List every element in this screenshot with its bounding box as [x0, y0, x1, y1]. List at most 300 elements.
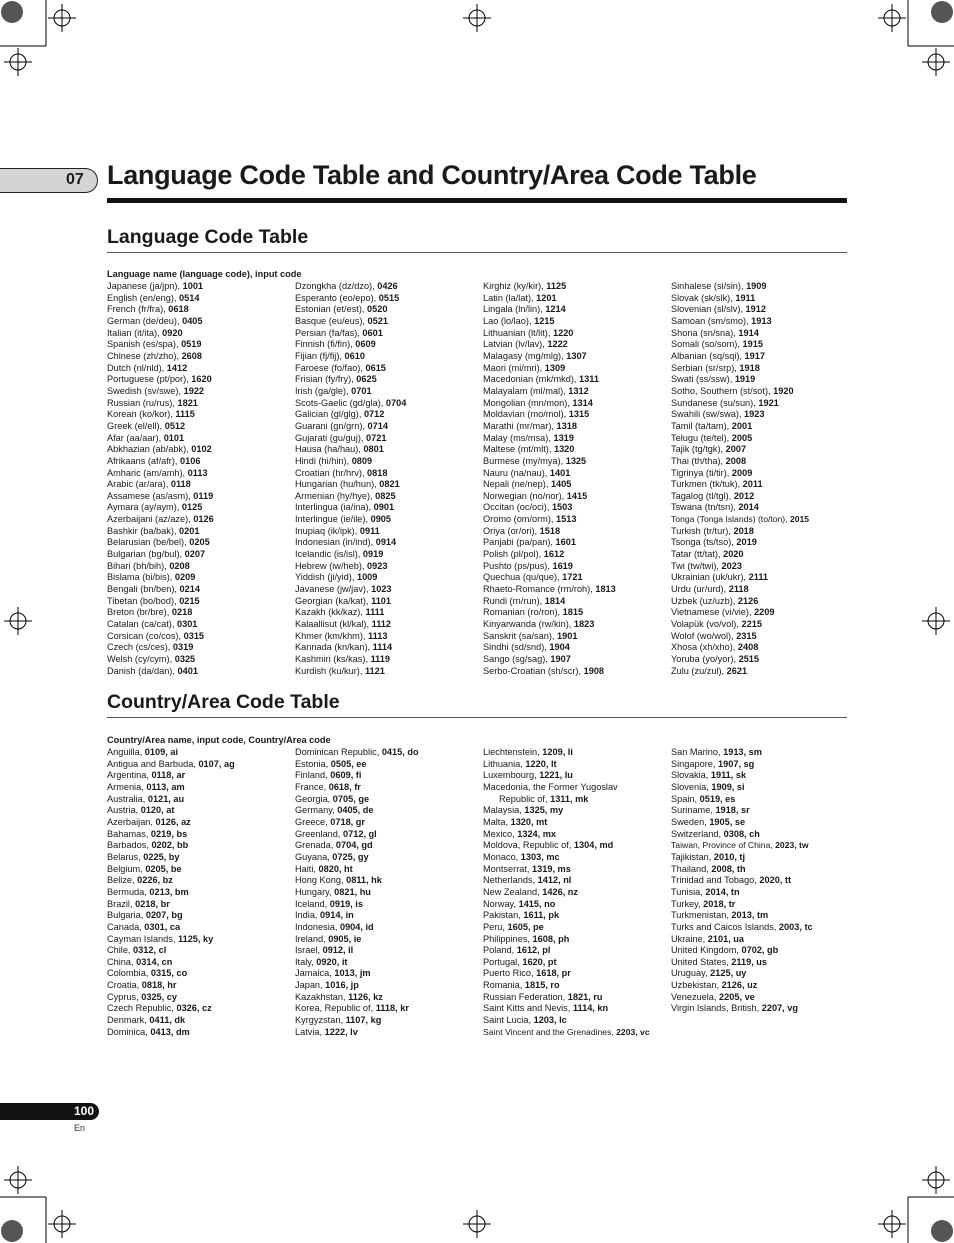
- table-entry: [671, 596, 856, 608]
- entry-name: Russian Federation,: [483, 991, 568, 1002]
- table-entry: [671, 293, 856, 305]
- table-entry: [295, 922, 480, 934]
- entry-name: Samoan (sm/smo),: [671, 315, 752, 326]
- entry-name: Canada,: [107, 921, 145, 932]
- table-entry: [483, 502, 668, 514]
- entry-name: Kinyarwanda (rw/kin),: [483, 619, 574, 630]
- entry-code: 0725, gy: [332, 851, 369, 862]
- table-entry: [671, 561, 856, 573]
- table-entry: [671, 398, 856, 410]
- table-entry: [107, 654, 292, 666]
- entry-code: 1917: [744, 350, 765, 361]
- table-entry: [107, 398, 292, 410]
- table-entry: [483, 805, 668, 817]
- entry-code: 1221, lu: [539, 770, 573, 781]
- entry-code: 1907, sg: [718, 758, 755, 769]
- entry-code: 1220: [552, 327, 574, 338]
- entry-code: 1913, sm: [723, 747, 762, 757]
- entry-code: 1913: [751, 315, 772, 326]
- entry-code: 1608, ph: [532, 933, 570, 944]
- entry-code: 0920: [162, 327, 183, 338]
- table-entry: [671, 631, 856, 643]
- entry-code: 0118: [170, 479, 191, 490]
- entry-name: Welsh (cy/cym),: [107, 654, 175, 664]
- entry-name: Chinese (zh/zho),: [107, 350, 182, 361]
- entry-name: Sundanese (su/sun),: [671, 397, 759, 408]
- entry-name: Greece,: [295, 816, 331, 827]
- entry-code: 2005: [731, 432, 753, 443]
- entry-code: 1203, lc: [533, 1015, 567, 1026]
- table-entry: [107, 386, 292, 398]
- entry-name: Yoruba (yo/yor),: [671, 654, 739, 664]
- entry-name: Moldavian (mo/mol),: [483, 409, 569, 420]
- table-entry: [295, 293, 480, 305]
- entry-code: 0901: [373, 502, 395, 513]
- entry-code: 2203, vc: [616, 1026, 650, 1037]
- entry-name: Hungary,: [295, 886, 335, 897]
- entry-name: Kannada (kn/kan),: [295, 642, 373, 653]
- entry-code: 2020: [723, 549, 744, 560]
- entry-code: 1620: [191, 374, 212, 385]
- entry-name: Abkhazian (ab/abk),: [107, 444, 192, 455]
- entry-code: 1907: [550, 654, 571, 664]
- table-entry: [107, 899, 292, 911]
- entry-name: Latin (la/lat),: [483, 292, 537, 303]
- table-entry: [671, 316, 856, 328]
- table-entry: [295, 549, 480, 561]
- entry-name: Estonian (et/est),: [295, 304, 368, 315]
- entry-code: 1101: [371, 595, 392, 606]
- entry-code: 1909: [746, 281, 767, 291]
- entry-code: 1611, pk: [523, 910, 560, 921]
- entry-code: 0106: [180, 455, 201, 466]
- entry-code: 1222: [547, 339, 568, 350]
- entry-name: Norway,: [483, 898, 519, 909]
- entry-name: Persian (fa/fas),: [295, 327, 363, 338]
- table-entry: [671, 875, 856, 887]
- table-entry: [483, 584, 668, 596]
- entry-name: Indonesia,: [295, 921, 340, 932]
- entry-name: Liechtenstein,: [483, 747, 543, 757]
- entry-code: 0125: [181, 502, 203, 513]
- entry-code: 1201: [536, 292, 557, 303]
- entry-code: 1909, si: [711, 781, 745, 792]
- entry-code: 1612: [543, 549, 565, 560]
- table-entry: [295, 829, 480, 841]
- entry-name: Aymara (ay/aym),: [107, 502, 182, 513]
- entry-code: 0207, bg: [145, 910, 183, 921]
- entry-name: Polish (pl/pol),: [483, 549, 544, 560]
- table-entry: [107, 374, 292, 386]
- entry-name: Dutch (nl/nld),: [107, 362, 167, 373]
- table-entry: [483, 456, 668, 468]
- table-entry: [483, 910, 668, 922]
- table-entry: [671, 805, 856, 817]
- entry-name: Macedonia, the Former Yugoslav: [483, 781, 618, 792]
- entry-name: Czech (cs/ces),: [107, 642, 173, 653]
- entry-name: Greek (el/ell),: [107, 420, 165, 431]
- entry-name: Bihari (bh/bih),: [107, 560, 170, 571]
- table-entry: [107, 502, 292, 514]
- entry-name: Javanese (jw/jav),: [295, 584, 372, 595]
- entry-name: Indonesian (in/ind),: [295, 537, 376, 548]
- entry-name: Serbian (sr/srp),: [671, 362, 740, 373]
- entry-code: 0205, be: [145, 863, 182, 874]
- entry-name: Portugal,: [483, 956, 523, 967]
- entry-name: Guyana,: [295, 851, 333, 862]
- entry-code: 2205, ve: [719, 991, 755, 1002]
- entry-name: Kazakhstan,: [295, 991, 349, 1002]
- entry-code: 0712, gl: [343, 828, 377, 839]
- entry-code: 2008: [725, 455, 747, 466]
- table-entry: [295, 666, 480, 678]
- table-entry: [107, 526, 292, 538]
- entry-name: Turkey,: [671, 898, 704, 909]
- table-entry: [295, 945, 480, 957]
- entry-code: 0718, gr: [330, 816, 365, 827]
- entry-code: 1215: [534, 315, 555, 326]
- entry-name: Ukrainian (uk/ukr),: [671, 572, 749, 583]
- table-entry: [295, 304, 480, 316]
- table-entry: [483, 316, 668, 328]
- entry-code: 0825: [375, 490, 396, 501]
- entry-name: Sotho, Southern (st/sot),: [671, 385, 774, 396]
- table-entry: [671, 934, 856, 946]
- entry-code: 1908: [583, 665, 605, 676]
- entry-code: 1325, my: [524, 805, 564, 816]
- entry-name: Romanian (ro/ron),: [483, 607, 563, 618]
- entry-name: Fijian (fj/fij),: [295, 350, 345, 361]
- entry-name: Estonia,: [295, 758, 331, 769]
- table-entry: [295, 759, 480, 771]
- table-entry: [483, 968, 668, 980]
- entry-code: 0119: [193, 490, 214, 501]
- entry-name: Republic of,: [499, 793, 551, 804]
- entry-name: Anguilla,: [107, 747, 145, 757]
- entry-name: France,: [295, 781, 329, 792]
- entry-code: 0919: [362, 549, 384, 560]
- table-entry: [295, 561, 480, 573]
- entry-name: Frisian (fy/fry),: [295, 374, 357, 385]
- entry-code: 0215: [179, 595, 200, 606]
- table-entry: [107, 992, 292, 1004]
- entry-name: Jamaica,: [295, 968, 335, 979]
- entry-name: Assamese (as/asm),: [107, 490, 194, 501]
- entry-code: 0515: [378, 292, 400, 303]
- entry-name: Belize,: [107, 875, 138, 886]
- entry-name: Tajik (tg/tgk),: [671, 444, 726, 455]
- entry-name: Poland,: [483, 945, 517, 956]
- entry-code: 0413, dm: [150, 1026, 190, 1037]
- entry-code: 1311: [579, 374, 599, 385]
- table-entry: [671, 666, 856, 678]
- entry-code: 0818: [367, 467, 388, 478]
- entry-code: 0601: [362, 327, 383, 338]
- table-entry: [107, 666, 292, 678]
- table-entry: [483, 549, 668, 561]
- entry-name: German (de/deu),: [107, 315, 183, 326]
- entry-name: Georgian (ka/kat),: [295, 595, 372, 606]
- table-entry: [671, 852, 856, 864]
- entry-name: Lithuania,: [483, 758, 526, 769]
- entry-code: 0301: [176, 619, 198, 630]
- table-entry: [483, 747, 668, 759]
- entry-name: Bislama (bi/bis),: [107, 572, 175, 583]
- entry-code: 1016, jp: [325, 980, 359, 991]
- entry-code: 1721: [562, 572, 583, 583]
- table-entry: [671, 491, 856, 503]
- table-entry: [483, 852, 668, 864]
- entry-code: 0208: [169, 560, 190, 571]
- country-column-2: [295, 747, 480, 1038]
- entry-code: 1518: [539, 525, 561, 536]
- table-entry: [483, 444, 668, 456]
- entry-name: Georgia,: [295, 793, 333, 804]
- table-entry: [295, 526, 480, 538]
- entry-code: 1112: [371, 619, 392, 630]
- entry-name: Montserrat,: [483, 863, 533, 874]
- entry-name: Slovak (sk/slk),: [671, 292, 736, 303]
- entry-name: Uzbekistan,: [671, 980, 722, 991]
- entry-code: 0207: [184, 549, 206, 560]
- entry-name: Belgium,: [107, 863, 146, 874]
- entry-name: Malay (ms/msa),: [483, 432, 554, 443]
- entry-code: 1920: [773, 385, 794, 396]
- entry-name: Serbo-Croatian (sh/scr),: [483, 665, 584, 676]
- table-entry: [107, 363, 292, 375]
- entry-code: 2118: [728, 584, 749, 595]
- table-entry: [483, 980, 668, 992]
- entry-code: 0109, ai: [144, 747, 179, 757]
- entry-name: Italian (it/ita),: [107, 327, 163, 338]
- entry-code: 1315: [568, 409, 590, 420]
- table-entry: [671, 782, 856, 794]
- table-entry: [671, 456, 856, 468]
- entry-code: 1426, nz: [542, 886, 578, 897]
- entry-code: 0314, cn: [136, 956, 173, 967]
- entry-code: 2010, tj: [713, 851, 746, 862]
- entry-code: 0514: [179, 292, 200, 303]
- entry-code: 0809: [351, 455, 373, 466]
- entry-code: 0202, bb: [151, 840, 189, 851]
- entry-name: Japanese (ja/jpn),: [107, 281, 183, 291]
- table-entry: [671, 642, 856, 654]
- entry-code: 0315, co: [150, 968, 188, 979]
- entry-name: Sweden,: [671, 816, 710, 827]
- entry-code: 1513: [556, 514, 577, 525]
- entry-code: 0904, id: [339, 921, 374, 932]
- table-entry: [483, 934, 668, 946]
- table-entry: [107, 351, 292, 363]
- table-entry: [295, 491, 480, 503]
- table-entry: [483, 514, 668, 526]
- entry-name: Ukraine,: [671, 933, 708, 944]
- entry-name: Swati (ss/ssw),: [671, 374, 735, 385]
- entry-code: 0615: [365, 362, 386, 373]
- entry-code: 1905, se: [709, 816, 746, 827]
- entry-code: 1304, md: [573, 840, 614, 851]
- table-entry: [107, 514, 292, 526]
- entry-code: 2009: [731, 467, 753, 478]
- language-col-heading: Language name (language code), input code: [107, 269, 302, 279]
- table-entry: [671, 374, 856, 386]
- table-entry: [671, 840, 856, 852]
- table-entry: [671, 537, 856, 549]
- table-entry: [295, 1027, 480, 1039]
- table-entry: [295, 852, 480, 864]
- table-entry: [107, 631, 292, 643]
- table-entry: [107, 829, 292, 841]
- table-entry: [483, 945, 668, 957]
- entry-code: 1220, lt: [525, 758, 557, 769]
- page-number: 100: [74, 1104, 95, 1118]
- entry-name: Kalaallisut (kl/kal),: [295, 619, 372, 630]
- table-entry: [483, 1027, 668, 1039]
- entry-name: Haiti,: [295, 863, 319, 874]
- entry-name: Bahamas,: [107, 828, 151, 839]
- entry-name: Turks and Caicos Islands,: [671, 921, 779, 932]
- table-entry: [107, 293, 292, 305]
- entry-name: Sango (sg/sag),: [483, 654, 551, 664]
- table-entry: [107, 922, 292, 934]
- entry-name: Panjabi (pa/pan),: [483, 537, 556, 548]
- table-entry: [107, 1015, 292, 1027]
- table-entry: [107, 549, 292, 561]
- entry-name: United Kingdom,: [671, 945, 742, 956]
- table-entry: [483, 642, 668, 654]
- entry-code: 1415: [566, 490, 588, 501]
- entry-code: 1601: [555, 537, 576, 548]
- entry-name: Catalan (ca/cat),: [107, 619, 177, 630]
- entry-code: 1009: [356, 572, 378, 583]
- table-entry: [295, 514, 480, 526]
- entry-name: Luxembourg,: [483, 770, 540, 781]
- table-entry: [483, 572, 668, 584]
- entry-name: Czech Republic,: [107, 1003, 177, 1014]
- table-entry: [295, 316, 480, 328]
- table-entry: [671, 887, 856, 899]
- table-entry: [295, 910, 480, 922]
- entry-code: 0405: [182, 315, 203, 326]
- entry-code: 2019: [736, 537, 757, 548]
- entry-code: 0218: [171, 607, 193, 618]
- language-column-4: [671, 281, 856, 677]
- page-title: Language Code Table and Country/Area Code Table: [107, 160, 757, 190]
- table-entry: [295, 642, 480, 654]
- entry-code: 0519: [181, 339, 202, 350]
- entry-name: Pakistan,: [483, 910, 524, 921]
- table-entry: [295, 619, 480, 631]
- entry-name: Saint Vincent and the Grenadines,: [483, 1026, 617, 1037]
- entry-code: 0818, hr: [141, 980, 177, 991]
- table-entry: [483, 899, 668, 911]
- entry-code: 2408: [737, 642, 759, 653]
- entry-code: 2608: [181, 350, 203, 361]
- table-entry: [483, 817, 668, 829]
- entry-code: 0325: [174, 654, 196, 664]
- entry-code: 0312, cl: [133, 945, 167, 956]
- table-entry: [107, 782, 292, 794]
- entry-name: Moldova, Republic of,: [483, 840, 574, 851]
- entry-code: 0714: [367, 420, 388, 431]
- table-entry: [483, 479, 668, 491]
- table-entry: [107, 479, 292, 491]
- table-entry: [295, 782, 480, 794]
- table-entry: [671, 444, 856, 456]
- entry-name: Tsonga (ts/tso),: [671, 537, 737, 548]
- table-entry: [671, 468, 856, 480]
- entry-name: Philippines,: [483, 933, 533, 944]
- entry-name: Bulgarian (bg/bul),: [107, 549, 185, 560]
- table-entry: [671, 992, 856, 1004]
- table-entry: [107, 316, 292, 328]
- entry-name: Hong Kong,: [295, 875, 347, 886]
- table-entry: [295, 805, 480, 817]
- entry-name: India,: [295, 910, 321, 921]
- entry-name: Austria,: [107, 805, 141, 816]
- entry-code: 0315: [183, 630, 205, 641]
- table-entry: [671, 770, 856, 782]
- table-entry: [671, 829, 856, 841]
- table-entry: [671, 409, 856, 421]
- entry-name: Netherlands,: [483, 875, 538, 886]
- entry-code: 1915: [742, 339, 763, 350]
- entry-name: Swedish (sv/swe),: [107, 385, 184, 396]
- table-entry: [483, 619, 668, 631]
- entry-name: Denmark,: [107, 1015, 150, 1026]
- table-entry: [483, 293, 668, 305]
- entry-name: Azerbaijan,: [107, 816, 156, 827]
- entry-code: 1911: [735, 292, 756, 303]
- entry-name: Twi (tw/twi),: [671, 560, 722, 571]
- entry-code: 0107, ag: [198, 758, 235, 769]
- entry-code: 0914: [375, 537, 397, 548]
- entry-code: 1325: [565, 455, 587, 466]
- table-entry: [295, 596, 480, 608]
- entry-code: 1612, pl: [516, 945, 551, 956]
- entry-code: 0225, by: [143, 851, 180, 862]
- entry-name: Switzerland,: [671, 828, 724, 839]
- table-entry: [671, 794, 856, 806]
- entry-code: 0226, bz: [137, 875, 173, 886]
- entry-name: Taiwan, Province of China,: [671, 840, 776, 851]
- country-column-4: [671, 747, 856, 1015]
- table-entry: [295, 398, 480, 410]
- entry-name: Arabic (ar/ara),: [107, 479, 171, 490]
- entry-name: Uzbek (uz/uzb),: [671, 595, 738, 606]
- entry-code: 2125, uy: [710, 968, 747, 979]
- entry-name: Albanian (sq/sqi),: [671, 350, 745, 361]
- entry-code: 1214: [545, 304, 566, 315]
- table-entry: [295, 631, 480, 643]
- entry-code: 2015: [789, 514, 810, 525]
- table-entry: [295, 840, 480, 852]
- entry-name: Afar (aa/aar),: [107, 432, 164, 443]
- table-entry: [483, 491, 668, 503]
- entry-name: Armenian (hy/hye),: [295, 490, 376, 501]
- entry-name: Lingala (ln/lin),: [483, 304, 546, 315]
- entry-code: 0319: [172, 642, 194, 653]
- table-entry: [671, 1003, 856, 1015]
- entry-name: Monaco,: [483, 851, 521, 862]
- entry-name: Dzongkha (dz/dzo),: [295, 281, 378, 291]
- entry-name: Hungarian (hu/hun),: [295, 479, 380, 490]
- table-entry: [483, 759, 668, 771]
- entry-name: Chile,: [107, 945, 134, 956]
- entry-name: Ireland,: [295, 933, 329, 944]
- entry-name: Israel,: [295, 945, 323, 956]
- entry-code: 1307: [566, 350, 587, 361]
